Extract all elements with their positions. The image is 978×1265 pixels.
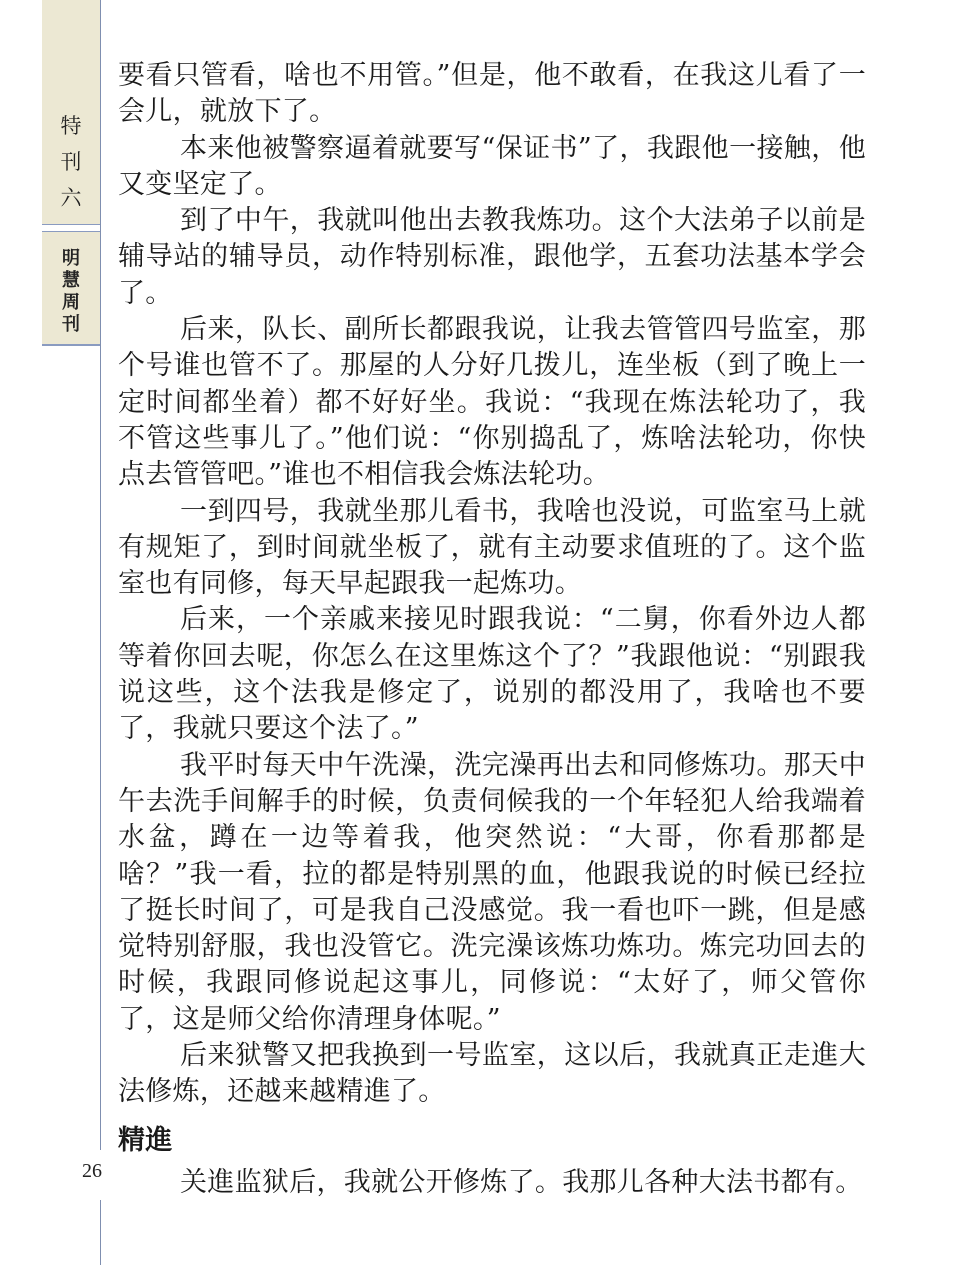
tab-bottom-rule [42,344,100,346]
tab-char: 刊 [62,314,80,335]
paragraph: 后来狱警又把我换到一号监室，这以后，我就真正走進大法修炼，还越来越精進了。 [118,1040,866,1108]
tab-char: 特 [60,114,82,138]
paragraph: 后来，队长、副所长都跟我说，让我去管管四号监室，那个号谁也管不了。那屋的人分好几拨儿，连坐板（到了晚上一定时间都坐着）都不好好坐。我说：“我现在炼法轮功了，我不管这些事儿了。”他们说：“你别捣乱了，炼啥法轮功，你快点去管管吧。”谁也不相信我会炼法轮功。 [118,314,866,491]
paragraph: 要看只管看，啥也不用管。”但是，他不敢看，在我这儿看了一会儿，就放下了。 [118,60,866,128]
tab-divider [42,224,100,232]
tab-char: 慧 [62,270,80,291]
paragraph: 一到四号，我就坐那儿看书，我啥也没说，可监室马上就有规矩了，到时间就坐板了，就有主动要求值班的了。这个监室也有同修，每天早起跟我一起炼功。 [118,495,866,600]
tab-char: 六 [60,186,82,210]
paragraph: 关進监狱后，我就公开修炼了。我那儿各种大法书都有。 [180,1166,863,1198]
margin-rule [100,0,101,1265]
paragraph: 到了中午，我就叫他出去教我炼功。这个大法弟子以前是辅导站的辅导员，动作特别标准，跟他学，五套功法基本学会了。 [118,205,866,309]
tab-weekly-label [42,248,100,336]
tab-special-issue-label [42,108,100,216]
article-body [118,58,866,1201]
side-tab [42,0,100,346]
paragraph: 本来他被警察逼着就要写“保证书”了，我跟他一接触，他又变坚定了。 [118,132,866,200]
tab-char: 刊 [60,150,82,174]
section-heading: 精進 [118,1124,173,1156]
tab-char: 周 [62,292,80,313]
page-number: 26 [82,1160,102,1182]
paragraph: 后来，一个亲戚来接见时跟我说：“二舅，你看外边人都等着你回去呢，你怎么在这里炼这个了？”我跟他说：“别跟我说这些，这个法我是修定了，说别的都没用了，我啥也不要了，我就只要这个法了。” [118,604,866,745]
paragraph: 我平时每天中午洗澡，洗完澡再出去和同修炼功。那天中午去洗手间解手的时候，负责伺候我的一个年轻犯人给我端着水盆，蹲在一边等着我，他突然说：“大哥，你看那都是啥？”我一看，拉的都是特别黑的血，他跟我说的时候已经拉了挺长时间了，可是我自己没感觉。我一看也吓一跳，但是感觉特别舒服，我也没管它。洗完澡该炼功炼功。炼完功回去的时候，我跟同修说起这事儿，同修说：“太好了，师父管你了，这是师父给你清理身体呢。” [118,749,866,1035]
tab-char: 明 [62,248,80,269]
